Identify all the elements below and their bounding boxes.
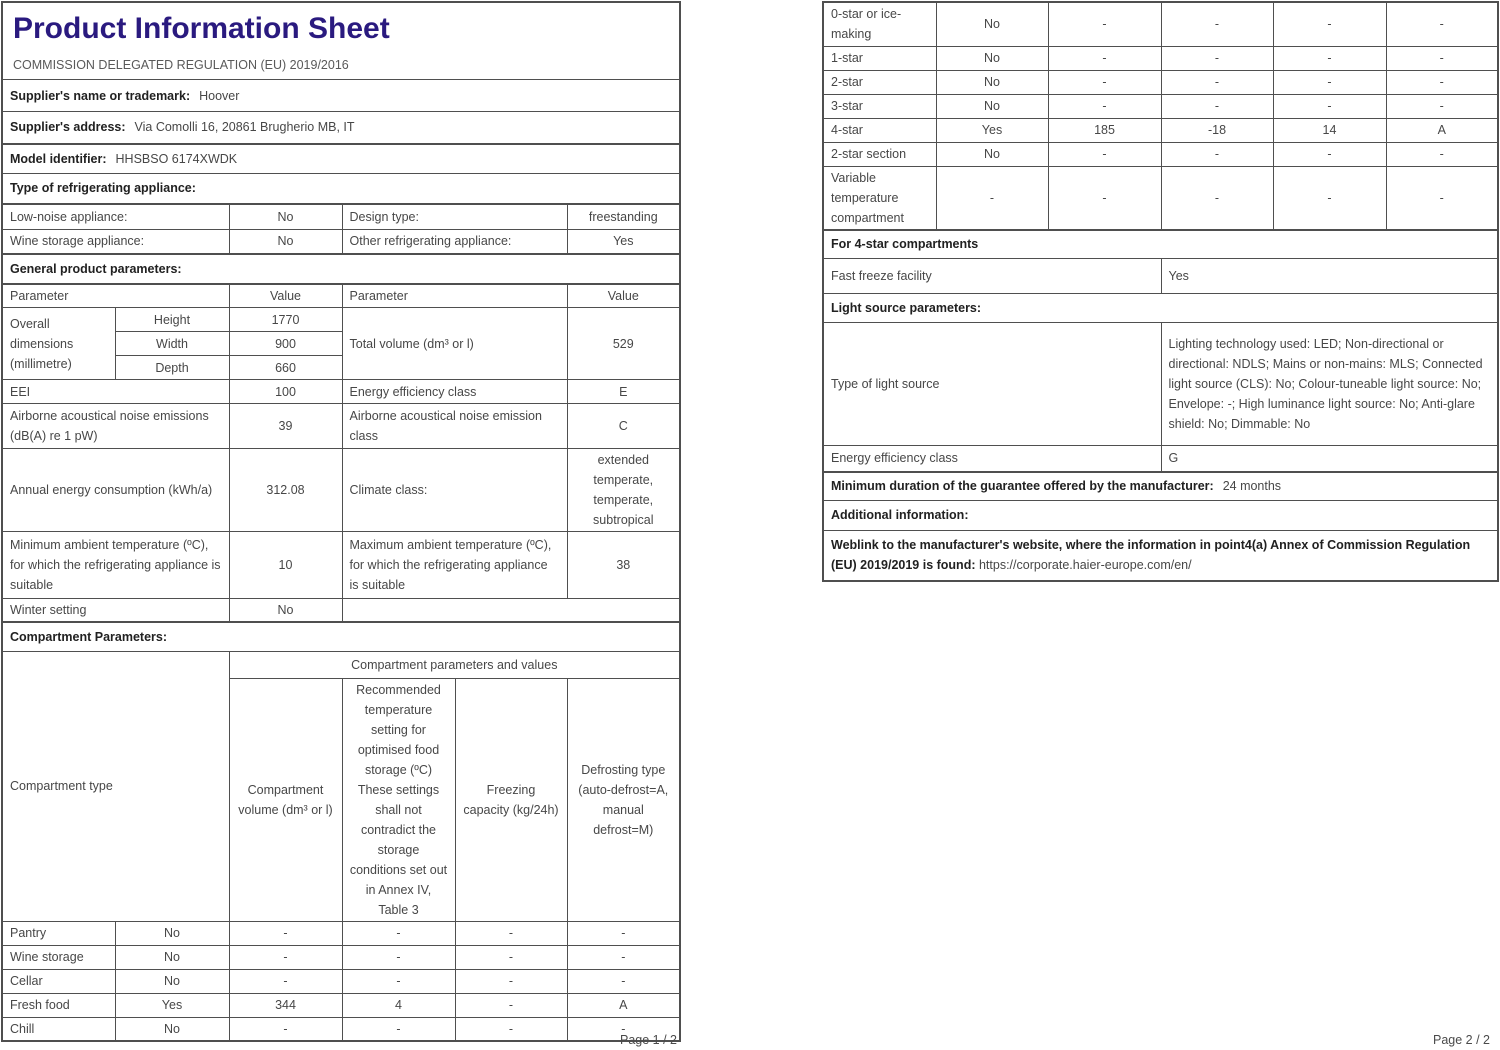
supplier-name-label: Supplier's name or trademark: (10, 88, 191, 103)
param-value: Yes (1161, 258, 1498, 293)
table-cell: 185 (1048, 118, 1161, 142)
table-row (823, 445, 1498, 472)
compartment-type-header: Compartment type (2, 651, 229, 921)
table-cell: - (1386, 70, 1498, 94)
compartment-name: Wine storage (2, 945, 115, 969)
table-row (823, 322, 1498, 445)
table-cell: - (229, 945, 342, 969)
weblink-cell (823, 530, 1498, 581)
column-header: Freezing capacity (kg/24h) (455, 678, 567, 921)
table-row (823, 530, 1498, 581)
type-heading: Type of refrigerating appliance: (2, 174, 680, 204)
compartment-name: 2-star (823, 70, 936, 94)
guarantee-label: Minimum duration of the guarantee offered by the manufacturer: (831, 479, 1214, 494)
total-volume-value: 529 (567, 308, 680, 380)
table-cell: Yes (936, 118, 1048, 142)
param-label: Type of light source (823, 322, 1161, 445)
model-identifier-cell (2, 144, 680, 174)
param-value: 100 (229, 380, 342, 404)
table-cell: - (567, 921, 680, 945)
param-value: 10 (229, 532, 342, 599)
param-label: Maximum ambient temperature (ºC), for which the refrigerating appliance is suitable (342, 532, 567, 599)
table-cell: - (342, 969, 455, 993)
page-number: Page 1 / 2 (620, 1033, 677, 1047)
dimension-name: Height (115, 308, 229, 332)
table-row (823, 230, 1498, 258)
table-cell: Yes (115, 993, 229, 1017)
table-row (2, 1017, 680, 1041)
table-row (2, 532, 680, 599)
param-label: Minimum ambient temperature (ºC), for which the refrigerating appliance is suitable (2, 532, 229, 599)
param-value: No (229, 230, 342, 254)
table-cell: No (936, 142, 1048, 166)
table-cell: - (229, 1017, 342, 1041)
table-cell: - (567, 969, 680, 993)
column-header: Value (567, 284, 680, 308)
table-row (2, 380, 680, 404)
regulation-subtitle: COMMISSION DELEGATED REGULATION (EU) 2019/2016 (13, 58, 349, 72)
param-value: Yes (567, 230, 680, 254)
compartment-name: Variable temperature compartment (823, 166, 936, 230)
table-cell: 14 (1273, 118, 1386, 142)
param-value: No (229, 599, 342, 623)
param-value: C (567, 404, 680, 449)
table-cell: No (115, 921, 229, 945)
table-cell: - (1273, 142, 1386, 166)
table-row (823, 472, 1498, 500)
supplier-address-value: Via Comolli 16, 20861 Brugherio MB, IT (134, 120, 355, 135)
table-cell: No (936, 70, 1048, 94)
compartment-name: Fresh food (2, 993, 115, 1017)
table-cell: - (1048, 46, 1161, 70)
column-header: Compartment volume (dm³ or l) (229, 678, 342, 921)
table-cell: - (1273, 46, 1386, 70)
param-value: freestanding (567, 204, 680, 230)
table-row (2, 651, 680, 678)
supplier-name-cell (2, 80, 680, 112)
general-parameters-heading: General product parameters: (2, 254, 680, 284)
table-cell: No (115, 1017, 229, 1041)
param-label: EEI (2, 380, 229, 404)
page-2 (822, 1, 1498, 1049)
table-cell: - (1386, 166, 1498, 230)
param-label: Climate class: (342, 449, 567, 532)
table-cell: - (455, 1017, 567, 1041)
param-label: Airborne acoustical noise emissions (dB(A) re 1 pW) (2, 404, 229, 449)
table-cell: - (1161, 2, 1273, 46)
param-value: G (1161, 445, 1498, 472)
dimension-value: 900 (229, 332, 342, 356)
compartment-name: 2-star section (823, 142, 936, 166)
column-header: Value (229, 284, 342, 308)
param-label: Winter setting (2, 599, 229, 623)
table-cell: - (1273, 94, 1386, 118)
compartment-group-header: Compartment parameters and values (229, 651, 680, 678)
table-cell: No (115, 969, 229, 993)
compartment-name: 4-star (823, 118, 936, 142)
param-value: 39 (229, 404, 342, 449)
table-row (2, 80, 680, 112)
model-identifier-value: HHSBSO 6174XWDK (115, 151, 238, 166)
table-cell: - (567, 1017, 680, 1041)
table-row (2, 969, 680, 993)
model-identifier-label: Model identifier: (10, 151, 107, 166)
table-cell: - (1161, 70, 1273, 94)
table-cell: - (1048, 94, 1161, 118)
column-header: Defrosting type (auto-defrost=A, manual defrost=M) (567, 678, 680, 921)
table-cell: - (1273, 70, 1386, 94)
table-row (823, 94, 1498, 118)
column-header: Parameter (2, 284, 229, 308)
table-cell: A (1386, 118, 1498, 142)
table-cell: - (1161, 46, 1273, 70)
title-row (2, 2, 680, 80)
dimensions-label: Overall dimensions (millimetre) (2, 308, 115, 380)
table-cell: - (342, 921, 455, 945)
param-value: No (229, 204, 342, 230)
table-row (2, 204, 680, 230)
param-label: Energy efficiency class (823, 445, 1161, 472)
table-row (823, 46, 1498, 70)
dimension-value: 660 (229, 356, 342, 380)
guarantee-value: 24 months (1222, 479, 1282, 494)
weblink-label: Weblink to the manufacturer's website, where the information in point4(a) Annex of Commission Regulation (EU) 2019/2019 is found: (831, 538, 1471, 573)
param-value: extended temperate, temperate, subtropical (567, 449, 680, 532)
table-cell: -18 (1161, 118, 1273, 142)
table-row (823, 142, 1498, 166)
table-cell: - (342, 1017, 455, 1041)
table-cell: - (1161, 166, 1273, 230)
table-cell: - (1161, 94, 1273, 118)
table-cell: - (1386, 2, 1498, 46)
table-cell: - (229, 969, 342, 993)
page-1 (1, 1, 679, 1049)
page-number: Page 2 / 2 (1433, 1033, 1490, 1047)
table-cell: - (455, 921, 567, 945)
table-row (823, 258, 1498, 293)
table-cell: - (1386, 142, 1498, 166)
manufacturer-weblink[interactable]: https://corporate.haier-europe.com/en/ (978, 558, 1192, 573)
table-cell: No (936, 94, 1048, 118)
table-cell: 4 (342, 993, 455, 1017)
table-cell: No (936, 46, 1048, 70)
table-cell: - (1048, 166, 1161, 230)
table-cell: - (1386, 94, 1498, 118)
table-cell: - (455, 945, 567, 969)
column-header: Parameter (342, 284, 567, 308)
column-header: Recommended temperature setting for optimised food storage (ºC) These settings shall not contradict the storage conditions set out in Annex IV, Table 3 (342, 678, 455, 921)
table-row (2, 144, 680, 174)
table-row (2, 599, 680, 623)
compartment-name: 0-star or ice-making (823, 2, 936, 46)
table-cell: - (567, 945, 680, 969)
table-cell: - (936, 166, 1048, 230)
compartment-name: Pantry (2, 921, 115, 945)
table-cell: 344 (229, 993, 342, 1017)
table-row (823, 70, 1498, 94)
table-cell: - (1273, 2, 1386, 46)
total-volume-label: Total volume (dm³ or l) (342, 308, 567, 380)
compartment-name: Cellar (2, 969, 115, 993)
table-cell: - (342, 945, 455, 969)
table-row (2, 174, 680, 204)
table-cell: - (455, 993, 567, 1017)
compartment-name: Chill (2, 1017, 115, 1041)
additional-information-heading: Additional information: (823, 500, 1498, 530)
param-value: Lighting technology used: LED; Non-directional or directional: NDLS; Mains or non-mains: MLS; Connected light source (CLS): No; Colour-tuneable light source: No; Envelope: -; High luminance light source: No; Anti-glare shield: No; Dimmable: No (1161, 322, 1498, 445)
table-cell: - (1161, 142, 1273, 166)
table-row (2, 404, 680, 449)
table-row (2, 284, 680, 308)
page-title: Product Information Sheet (13, 12, 390, 45)
param-label: Annual energy consumption (kWh/a) (2, 449, 229, 532)
table-cell: - (1386, 46, 1498, 70)
empty-cell (342, 599, 680, 623)
table-cell: A (567, 993, 680, 1017)
compartment-name: 3-star (823, 94, 936, 118)
param-value: E (567, 380, 680, 404)
table-row (2, 622, 680, 651)
supplier-address-cell (2, 112, 680, 144)
four-star-heading: For 4-star compartments (823, 230, 1498, 258)
page1-table (1, 1, 681, 1042)
param-label: Energy efficiency class (342, 380, 567, 404)
compartment-heading: Compartment Parameters: (2, 622, 680, 651)
table-row (823, 166, 1498, 230)
table-cell: - (455, 969, 567, 993)
table-row (823, 2, 1498, 46)
dimension-value: 1770 (229, 308, 342, 332)
table-row (2, 993, 680, 1017)
dimension-name: Width (115, 332, 229, 356)
table-row (2, 254, 680, 284)
param-label: Airborne acoustical noise emission class (342, 404, 567, 449)
title-block (2, 2, 680, 80)
param-value: 38 (567, 532, 680, 599)
param-value: 312.08 (229, 449, 342, 532)
page2-table (822, 1, 1499, 582)
table-row (2, 230, 680, 254)
param-label: Fast freeze facility (823, 258, 1161, 293)
table-cell: No (115, 945, 229, 969)
table-cell: No (936, 2, 1048, 46)
param-label: Low-noise appliance: (2, 204, 229, 230)
table-cell: - (1048, 70, 1161, 94)
compartment-name: 1-star (823, 46, 936, 70)
table-row (2, 308, 680, 332)
table-cell: - (1048, 2, 1161, 46)
table-row (2, 112, 680, 144)
param-label: Wine storage appliance: (2, 230, 229, 254)
table-row (2, 945, 680, 969)
table-row (823, 118, 1498, 142)
table-row (823, 500, 1498, 530)
supplier-address-label: Supplier's address: (10, 120, 126, 135)
param-label: Other refrigerating appliance: (342, 230, 567, 254)
table-cell: - (1273, 166, 1386, 230)
guarantee-cell (823, 472, 1498, 500)
dimension-name: Depth (115, 356, 229, 380)
light-source-heading: Light source parameters: (823, 293, 1498, 322)
table-row (2, 921, 680, 945)
table-row (2, 449, 680, 532)
param-label: Design type: (342, 204, 567, 230)
table-cell: - (229, 921, 342, 945)
table-row (823, 293, 1498, 322)
supplier-name-value: Hoover (199, 88, 240, 103)
table-cell: - (1048, 142, 1161, 166)
